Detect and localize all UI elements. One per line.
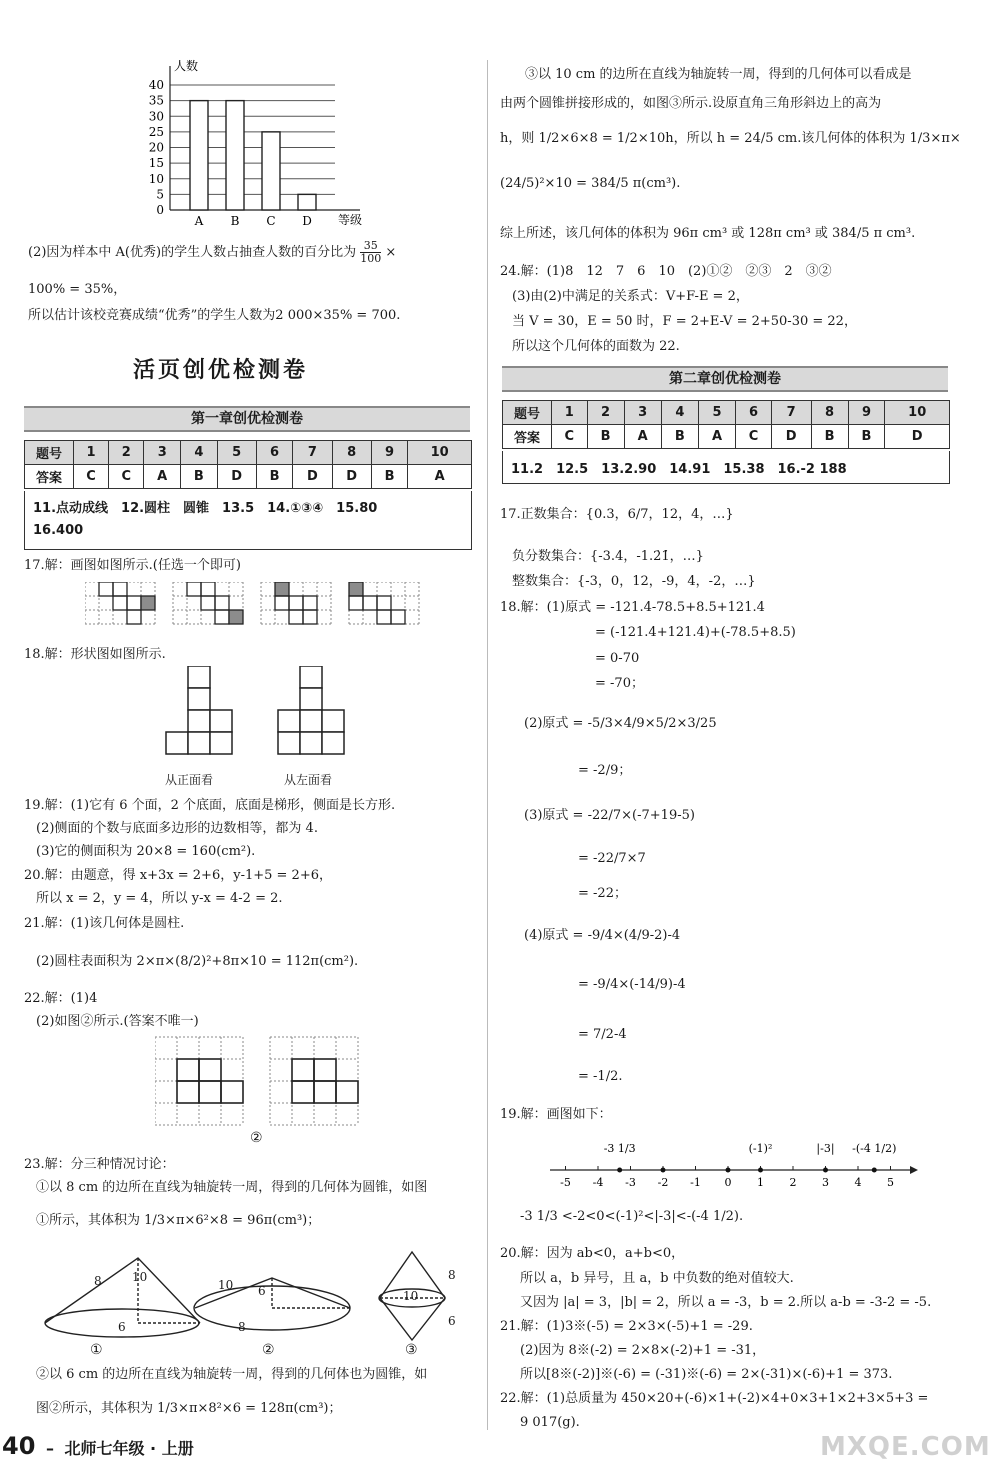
r-q19: 19.解：画图如下： [500, 1107, 612, 1122]
q17-grids [85, 582, 425, 634]
table1-answer-cell: B [256, 465, 292, 489]
table2-head-cell: 10 [885, 401, 950, 425]
tick-label: -5 [560, 1176, 571, 1189]
r-q20-1: 20.解：因为 ab<0，a+b<0， [500, 1246, 685, 1261]
fraction: $\frac{35}{100}$ [360, 239, 382, 265]
tick-label: 1 [757, 1176, 764, 1189]
table2-head-cell: 2 [587, 401, 624, 425]
shape-cell [377, 596, 391, 610]
q23-4: ②以 6 cm 的边所在直线为轴旋转一周，得到的几何体也为圆锥，如 [36, 1367, 428, 1382]
y-tick-label: 30 [148, 109, 164, 124]
table2-answer-cell: B [811, 425, 848, 449]
r-q18-11: = -9/4×(-14/9)-4 [578, 977, 686, 992]
bar-D [298, 194, 316, 210]
bar-C [262, 132, 280, 210]
q22-1: 22.解：(1)4 [24, 991, 98, 1006]
cone1-slant: 10 [132, 1270, 148, 1284]
table2-answer-cell: A [624, 425, 661, 449]
q19-3: (3)它的侧面积为 20×8 = 160(cm²). [36, 844, 256, 859]
table1-answer-cell: D [293, 465, 332, 489]
q18-left: 18.解：形状图如图所示. [24, 647, 166, 662]
tick-label: 0 [724, 1176, 732, 1189]
r-q22-2: 9 017(g). [520, 1415, 580, 1430]
shape-cell [113, 582, 127, 596]
watermark: MXQE.COM [820, 1432, 991, 1462]
y-tick-label: 40 [148, 78, 164, 92]
q16-part2-line1: (2)因为样本中 A(优秀)的学生人数占抽查人数的百分比为 $\frac{35}{100}$ × [28, 239, 397, 265]
q23-5: 图②所示，其体积为 1/3×π×8²×6 = 128π(cm³)； [36, 1401, 342, 1416]
cone2-slant: 10 [218, 1278, 234, 1292]
table1-answer-cell: C [109, 465, 144, 489]
tick-label: 2 [789, 1176, 797, 1189]
q19-1: 19.解：(1)它有 6 个面，2 个底面，底面是梯形，侧面是长方形. [24, 798, 396, 813]
point-label: -(-4 1/2) [852, 1142, 897, 1155]
r-q18-2: = (-121.4+121.4)+(-78.5+8.5) [595, 625, 796, 640]
tick-label: -2 [657, 1176, 669, 1189]
cone1-height: 8 [94, 1274, 102, 1288]
cone2-label: ② [262, 1342, 275, 1358]
shape-cell [215, 596, 229, 610]
view-left-label: 从左面看 [284, 773, 333, 787]
chapter1-fill-line2: 16.400 [33, 523, 84, 538]
table2-answer-cell: D [771, 425, 811, 449]
q20-1: 20.解：由题意，得 x+3x = 2+6，y-1+5 = 2+6， [24, 868, 332, 883]
table1-answer-cell: A [408, 465, 472, 489]
x-tick-label: A [194, 214, 204, 228]
table1-head-cell: 2 [109, 441, 144, 465]
shape-cell [127, 596, 141, 610]
shape-cell [289, 610, 303, 624]
table1-head-cell: 7 [293, 441, 332, 465]
r-q20-2: 所以 a，b 异号，且 a，b 中负数的绝对值较大. [520, 1271, 794, 1286]
x-tick-label: B [230, 214, 240, 228]
table1-answer-cell: D [332, 465, 371, 489]
table2-head-cell: 4 [661, 401, 698, 425]
q23-3: ①所示，其体积为 1/3×π×6²×8 = 96π(cm³)； [36, 1213, 321, 1228]
point [661, 1168, 666, 1173]
r-q21-3: 所以[8※(-2)]※(-6) = (-31)※(-6) = 2×(-31)×(-6)+1 = 373. [520, 1367, 893, 1382]
q22-2: (2)如图②所示.(答案不唯一) [36, 1014, 199, 1029]
point [758, 1168, 763, 1173]
r-line4: (24/5)²×10 = 384/5 π(cm³). [500, 176, 681, 191]
shape-cell [275, 582, 289, 596]
table1-head-cell: 3 [144, 441, 181, 465]
r-line1: ③以 10 cm 的边所在直线为轴旋转一周，得到的几何体可以看成是 [525, 67, 912, 82]
r-q18-8: = -22/7×7 [578, 851, 646, 866]
table2-head-cell: 8 [811, 401, 848, 425]
tick-label: 5 [887, 1176, 894, 1189]
point-label: |-3| [816, 1142, 835, 1155]
q24-3: 当 V = 30，E = 50 时，F = 2+E-V = 2+50-30 = 22， [512, 314, 857, 329]
r-q18-7: (3)原式 = -22/7×(-7+19-5) [524, 808, 695, 823]
table1-head-cell: 1 [74, 441, 109, 465]
shape-cell [201, 582, 215, 596]
table1-head-cell: 10 [408, 441, 472, 465]
shape-cell [349, 582, 363, 596]
x-axis-label: 等级 [338, 213, 363, 227]
bar-chart [130, 58, 390, 233]
shape-cell [99, 582, 113, 596]
r-q17-1: 17.正数集合：{0.3，6/7，12，4，…} [500, 507, 734, 522]
r-q22-1: 22.解：(1)总质量为 450×20+(-6)×1+(-2)×4+0×3+1×2+3×5+3 = [500, 1391, 929, 1406]
chapter2-answer-table [502, 400, 950, 449]
q24-2: (3)由(2)中满足的关系式：V+F-E = 2， [512, 289, 749, 304]
table2-head-cell: 7 [771, 401, 811, 425]
table2-head-cell: 1 [552, 401, 588, 425]
r-q17-2: 负分数集合：{-3.4，-1.2̇1̇，…} [512, 549, 704, 564]
shape-cell [187, 582, 201, 596]
table2-answer-cell: D [885, 425, 950, 449]
y-tick-label: 20 [148, 140, 164, 155]
q16-part2-line3: 所以估计该校竞赛成绩“优秀”的学生人数为2 000×35% = 700. [28, 308, 401, 323]
table2-answer-cell: B [661, 425, 698, 449]
cone2-radius: 8 [238, 1320, 246, 1334]
r-q18-12: = 7/2-4 [578, 1027, 627, 1042]
point [823, 1168, 828, 1173]
chapter2-fill-line: 11.2 12.5 13.2.90 14.91 15.38 16.-2 188 [511, 462, 847, 477]
table1-answer-cell: C [74, 465, 109, 489]
cone3-label: ③ [405, 1342, 418, 1358]
cone1-label: ① [90, 1342, 103, 1358]
tick-label: -4 [592, 1176, 604, 1189]
r-q21-2: (2)因为 8※(-2) = 2×8×(-2)+1 = -31， [520, 1343, 766, 1358]
chapter2-band: 第二章创优检测卷 [502, 366, 948, 392]
fig2-label: ② [250, 1130, 263, 1146]
cone2-height: 6 [258, 1284, 266, 1298]
chapter1-answer-table [24, 440, 472, 489]
shape-cell [127, 610, 141, 624]
r-q18-10: (4)原式 = -9/4×(4/9-2)-4 [524, 928, 681, 943]
point [872, 1168, 877, 1173]
r-q17-3: 整数集合：{-3，0，12，-9，4，-2，…} [512, 574, 756, 589]
y-tick-label: 0 [156, 203, 164, 217]
table2-head-cell: 题号 [503, 401, 552, 425]
y-tick-label: 5 [156, 187, 164, 202]
shape-cell [377, 610, 391, 624]
cone3-bottom: 6 [448, 1314, 456, 1328]
r-line5: 综上所述，该几何体的体积为 96π cm³ 或 128π cm³ 或 384/5 π cm³. [500, 226, 916, 241]
q19-2: (2)侧面的个数与底面多边形的边数相等，都为 4. [36, 821, 318, 836]
number-line [540, 1132, 920, 1194]
table2-answer-cell: C [552, 425, 588, 449]
shape-cell [303, 596, 317, 610]
x-tick-label: C [266, 214, 276, 228]
r-q18-1: 18.解：(1)原式 = -121.4-78.5+8.5+121.4 [500, 600, 765, 615]
table2-answer-cell: C [736, 425, 772, 449]
table1-answer-cell: A [144, 465, 181, 489]
page-number: 40 [2, 1432, 36, 1460]
y-tick-label: 15 [148, 156, 164, 171]
r-line3: h，则 1/2×6×8 = 1/2×10h，所以 h = 24/5 cm.该几何体的体积为 1/3×π× [500, 131, 961, 146]
q24-1: 24.解：(1)8 12 7 6 10 (2)①② ②③ 2 ③② [500, 264, 832, 279]
r-q18-5: (2)原式 = -5/3×4/9×5/2×3/25 [524, 716, 717, 731]
table1-answer-cell: B [371, 465, 407, 489]
table1-head-cell: 4 [181, 441, 217, 465]
point [726, 1168, 731, 1173]
q22-grids [155, 1035, 370, 1130]
cone1-radius: 6 [118, 1320, 126, 1334]
shape-cell [349, 596, 363, 610]
table2-answer-cell: B [848, 425, 885, 449]
table1-answer-cell: B [181, 465, 217, 489]
column-divider [487, 60, 488, 1430]
shape-cell [303, 610, 317, 624]
q21-2: (2)圆柱表面积为 2×π×(8/2)²+8π×10 = 112π(cm²). [36, 954, 359, 969]
cone3-top: 8 [448, 1268, 456, 1282]
r-line2: 由两个圆锥拼接形成的，如图③所示.设原直角三角形斜边上的高为 [500, 96, 882, 111]
r-q19-ans: -3 1/3 <-2<0<(-1)²<|-3|<-(-4 1/2). [520, 1209, 744, 1224]
r-q18-13: = -1/2. [578, 1069, 623, 1084]
table1-head-cell: 9 [371, 441, 407, 465]
shape-cell [229, 610, 243, 624]
r-q20-3: 又因为 |a| = 3，|b| = 2，所以 a = -3，b = 2.所以 a-b = -3-2 = -5. [520, 1295, 932, 1310]
shape-cell [113, 596, 127, 610]
table1-head-cell: 6 [256, 441, 292, 465]
q24-4: 所以这个几何体的面数为 22. [512, 339, 680, 354]
shape-cell [391, 610, 405, 624]
q23-1: 23.解：分三种情况讨论： [24, 1157, 175, 1172]
tick-label: -1 [690, 1176, 701, 1189]
r-q18-4: = -70； [595, 676, 644, 691]
section-title: 活页创优检测卷 [133, 358, 309, 383]
chapter2-fill-box [502, 451, 950, 484]
y-tick-label: 25 [148, 124, 164, 139]
shape-cell [201, 596, 215, 610]
q20-2: 所以 x = 2，y = 4，所以 y-x = 4-2 = 2. [36, 891, 283, 906]
table1-head-cell: 题号 [25, 441, 74, 465]
shape-cell [141, 596, 155, 610]
chapter1-fill-box [24, 491, 472, 550]
shape-cell [215, 610, 229, 624]
chapter1-fill-line1: 11.点动成线 12.圆柱 圆锥 13.5 14.①③④ 15.80 [33, 501, 378, 516]
table2-answer-cell: 答案 [503, 425, 552, 449]
r-q18-6: = -2/9； [578, 763, 632, 778]
bar-B [226, 101, 244, 210]
y-tick-label: 35 [148, 93, 164, 108]
tick-label: 3 [822, 1176, 829, 1189]
axis-arrow [910, 1166, 918, 1174]
tick-label: 4 [854, 1176, 862, 1189]
table2-head-cell: 6 [736, 401, 772, 425]
shape-cell [275, 596, 289, 610]
y-tick-label: 10 [148, 171, 164, 186]
q17-left: 17.解：画图如图所示.(任选一个即可) [24, 558, 241, 573]
table2-head-cell: 3 [624, 401, 661, 425]
r-q18-9: = -22； [578, 886, 627, 901]
table2-answer-cell: A [698, 425, 735, 449]
table2-answer-cell: B [587, 425, 624, 449]
point-label: (-1)² [748, 1142, 773, 1155]
chapter1-band: 第一章创优检测卷 [24, 406, 470, 432]
table1-head-cell: 8 [332, 441, 371, 465]
q23-2: ①以 8 cm 的边所在直线为轴旋转一周，得到的几何体为圆锥，如图 [36, 1180, 428, 1195]
shape-cell [363, 596, 377, 610]
page-footer [0, 1432, 194, 1460]
footer-dash: – [45, 1439, 54, 1458]
table2-head-cell: 9 [848, 401, 885, 425]
point [617, 1168, 622, 1173]
view-front-label: 从正面看 [165, 773, 214, 787]
tick-label: -3 [625, 1176, 636, 1189]
table2-head-cell: 5 [698, 401, 735, 425]
q16-part2-line2: 100% = 35%， [28, 282, 127, 297]
book-title: 北师七年级 · 上册 [64, 1439, 194, 1458]
shape-cell [289, 596, 303, 610]
bar-A [190, 101, 208, 210]
x-tick-label: D [302, 214, 312, 228]
q21-1: 21.解：(1)该几何体是圆柱. [24, 916, 185, 931]
table1-answer-cell: D [217, 465, 256, 489]
table1-head-cell: 5 [217, 441, 256, 465]
r-q18-3: = 0-70 [595, 651, 640, 666]
cone3-mid: 10 [403, 1289, 419, 1303]
point-label: -3 1/3 [603, 1142, 636, 1155]
r-q21-1: 21.解：(1)3※(-5) = 2×3×(-5)+1 = -29. [500, 1319, 753, 1334]
table1-answer-cell: 答案 [25, 465, 74, 489]
y-axis-label: 人数 [174, 59, 199, 73]
